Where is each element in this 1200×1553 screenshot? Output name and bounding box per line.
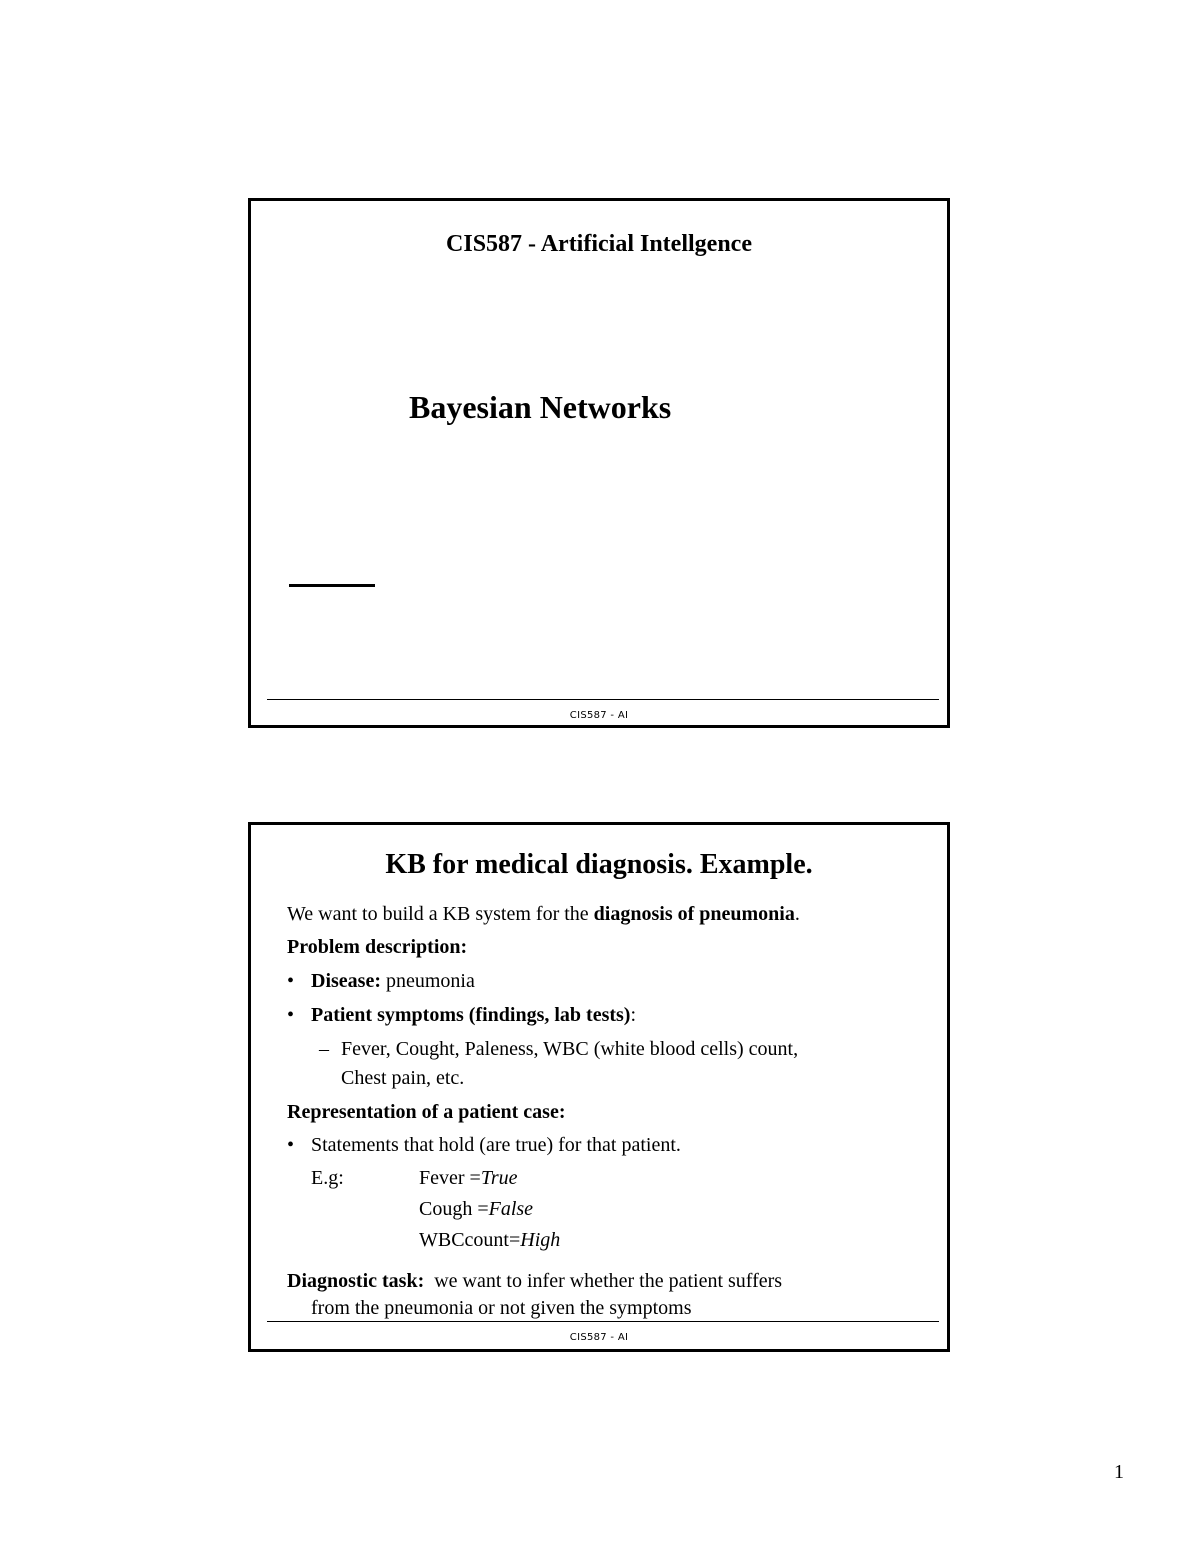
symptoms-colon: : — [630, 1004, 637, 1026]
problem-heading: Problem description: — [287, 936, 468, 958]
bullet-icon: • — [287, 970, 295, 992]
symptoms-detail-2: Chest pain, etc. — [341, 1067, 465, 1089]
example-value: True — [480, 1167, 518, 1189]
disease-value: pneumonia — [380, 970, 475, 992]
slide-2 — [248, 822, 950, 1352]
example-name: Fever = — [419, 1167, 481, 1189]
dash-icon: – — [319, 1038, 329, 1060]
intro-prefix: We want to build a KB system for the — [287, 903, 594, 925]
intro-suffix: . — [794, 903, 800, 925]
intro-bold: diagnosis of pneumonia — [593, 903, 795, 925]
slide-title: Bayesian Networks — [409, 389, 672, 425]
diagnostic-text: we want to infer whether the patient suffers — [424, 1270, 783, 1292]
eg-label: E.g: — [311, 1167, 344, 1189]
example-name: WBCcount= — [419, 1229, 521, 1251]
diagnostic-label: Diagnostic task: — [287, 1270, 425, 1292]
example-value: High — [520, 1229, 561, 1251]
slide-1 — [248, 198, 950, 728]
statements-line: Statements that hold (are true) for that patient. — [311, 1134, 681, 1156]
footer-divider — [267, 1321, 939, 1322]
symptoms-line — [311, 1004, 636, 1027]
page-number: 1 — [1114, 1461, 1124, 1483]
intro-line — [287, 903, 800, 926]
example-name: Cough = — [419, 1198, 489, 1220]
example-cough — [419, 1198, 533, 1221]
disease-label: Disease: — [311, 970, 381, 992]
diagnostic-line-2: from the pneumonia or not given the symptoms — [311, 1297, 692, 1319]
example-wbc — [419, 1229, 560, 1252]
disease-line — [311, 970, 475, 993]
symptoms-detail-1: Fever, Cought, Paleness, WBC (white blood cells) count, — [341, 1038, 799, 1060]
course-title: CIS587 - Artificial Intellgence — [446, 231, 752, 257]
slide-footer: CIS587 - AI — [569, 1332, 629, 1343]
example-fever — [419, 1167, 518, 1190]
example-value: False — [488, 1198, 534, 1220]
bullet-icon: • — [287, 1004, 295, 1026]
decorative-rule — [289, 584, 375, 587]
footer-divider — [267, 699, 939, 700]
diagnostic-line-1 — [287, 1270, 782, 1293]
symptoms-label: Patient symptoms (findings, lab tests) — [311, 1004, 631, 1026]
slide-title: KB for medical diagnosis. Example. — [385, 849, 813, 880]
slide-footer: CIS587 - AI — [569, 710, 629, 721]
bullet-icon: • — [287, 1134, 295, 1156]
representation-heading: Representation of a patient case: — [287, 1101, 566, 1123]
